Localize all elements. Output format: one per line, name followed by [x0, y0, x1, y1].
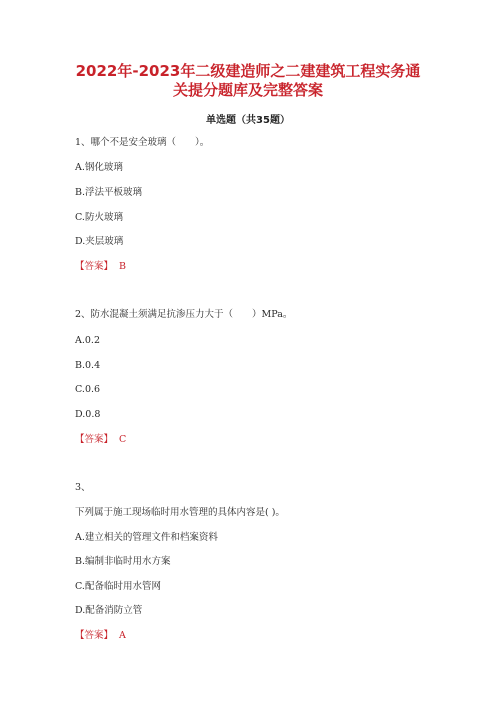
answer-label: 【答案】	[75, 434, 114, 445]
question-1-answer	[75, 261, 126, 273]
question-2-option-d: D.0.8	[75, 409, 101, 420]
document-title-line1: 2022年-2023年二级建造师之二建建筑工程实务通	[75, 62, 421, 80]
question-3-option-d: D.配备消防立管	[75, 605, 143, 616]
answer-label: 【答案】	[75, 630, 114, 641]
question-3-option-b: B.编制非临时用水方案	[75, 556, 171, 567]
question-2-answer	[75, 434, 126, 446]
question-2-stem: 2、防水混凝土须满足抗渗压力大于（ ）MPa。	[75, 309, 293, 320]
question-1-option-a: A.钢化玻璃	[75, 162, 123, 173]
answer-value: C	[119, 434, 127, 445]
answer-value: B	[119, 261, 126, 272]
question-3-option-a: A.建立相关的管理文件和档案资料	[75, 532, 218, 543]
answer-label: 【答案】	[75, 261, 114, 272]
question-3-number: 3、	[75, 482, 91, 493]
section-heading: 单选题（共35题）	[206, 115, 290, 126]
question-2-option-a: A.0.2	[75, 335, 100, 346]
question-3-stem: 下列属于施工现场临时用水管理的具体内容是( )。	[75, 507, 285, 518]
question-1-stem: 1、哪个不是安全玻璃（ ）。	[75, 137, 210, 148]
answer-value: A	[119, 630, 126, 641]
question-2-option-b: B.0.4	[75, 360, 101, 371]
question-2-option-c: C.0.6	[75, 384, 101, 395]
question-3-option-c: C.配备临时用水管网	[75, 581, 161, 592]
question-1-option-b: B.浮法平板玻璃	[75, 187, 143, 198]
question-3-answer	[75, 630, 126, 642]
question-1-option-d: D.夹层玻璃	[75, 236, 124, 247]
document-title-line2: 关提分题库及完整答案	[172, 81, 323, 99]
question-1-option-c: C.防火玻璃	[75, 212, 123, 223]
